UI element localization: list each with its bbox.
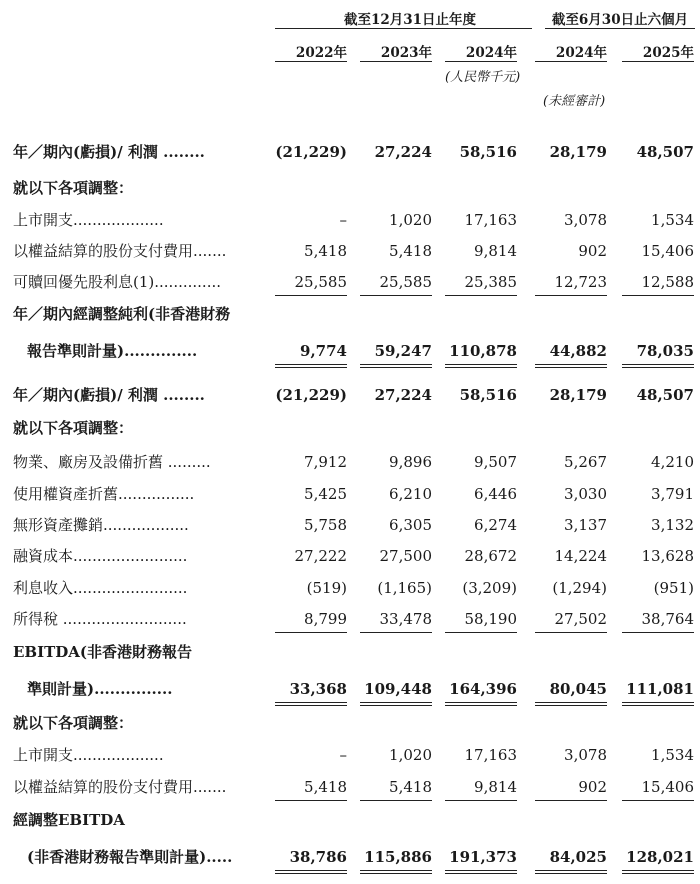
subtotal-rule: [622, 800, 694, 801]
table-row: [0, 640, 700, 664]
row-value: 110,878: [449, 342, 517, 360]
row-value: 27,224: [374, 386, 432, 404]
row-value: 128,021: [626, 848, 694, 866]
table-row: [0, 544, 700, 568]
row-value: 33,368: [289, 680, 347, 698]
year-col-4: 2024年: [555, 45, 607, 61]
row-value: 38,786: [289, 848, 347, 866]
row-value: 109,448: [364, 680, 432, 698]
row-value: 9,896: [389, 453, 432, 471]
subtotal-rule: [535, 632, 607, 633]
row-value: 59,247: [374, 342, 432, 360]
row-value: (1,294): [552, 579, 607, 597]
table-row: [0, 302, 700, 326]
row-value: (3,209): [462, 579, 517, 597]
subtotal-rule: [275, 800, 347, 801]
year-col-2: 2023年: [380, 45, 432, 61]
subtotal-rule: [622, 632, 694, 633]
row-value: –: [339, 211, 347, 229]
row-value: 25,385: [464, 273, 517, 291]
row-label: 年／期內(虧損)/ 利潤 ........: [13, 386, 205, 404]
row-value: 80,045: [549, 680, 607, 698]
row-label: 以權益結算的股份支付費用.......: [13, 778, 227, 796]
subtotal-rule: [445, 295, 517, 296]
total-double-rule: [275, 364, 347, 368]
row-value: 9,814: [474, 778, 517, 796]
row-label: 上市開支...................: [13, 746, 164, 764]
row-value: 84,025: [549, 848, 607, 866]
table-row: [0, 482, 700, 506]
table-row: [0, 775, 700, 799]
total-double-rule: [622, 870, 694, 874]
row-value: 5,425: [304, 485, 347, 503]
row-value: 1,020: [389, 746, 432, 764]
total-double-rule: [360, 702, 432, 706]
row-value: 12,588: [641, 273, 694, 291]
table-row: [0, 339, 700, 363]
subtotal-rule: [360, 632, 432, 633]
row-value: 5,418: [304, 242, 347, 260]
row-value: 902: [578, 778, 607, 796]
subtotal-rule: [445, 632, 517, 633]
row-label: 無形資產攤銷..................: [13, 516, 189, 534]
row-value: –: [339, 746, 347, 764]
row-value: 5,418: [389, 242, 432, 260]
table-row: [0, 450, 700, 474]
row-value: 9,814: [474, 242, 517, 260]
row-value: 58,516: [459, 386, 517, 404]
subtotal-rule: [445, 800, 517, 801]
row-value: 9,507: [474, 453, 517, 471]
table-row: [0, 677, 700, 701]
subtotal-rule: [360, 800, 432, 801]
total-double-rule: [535, 364, 607, 368]
row-value: 3,030: [564, 485, 607, 503]
row-label: 所得稅 ..........................: [13, 610, 187, 628]
row-value: 5,418: [389, 778, 432, 796]
total-double-rule: [535, 870, 607, 874]
row-value: 25,585: [294, 273, 347, 291]
row-value: 111,081: [626, 680, 694, 698]
row-label: 使用權資產折舊................: [13, 485, 195, 503]
row-value: 5,267: [564, 453, 607, 471]
row-value: 5,758: [304, 516, 347, 534]
row-value: (951): [653, 579, 694, 597]
row-value: 164,396: [449, 680, 517, 698]
row-value: 115,886: [364, 848, 432, 866]
row-value: (1,165): [377, 579, 432, 597]
row-label: (非香港財務報告準則計量).....: [27, 848, 233, 866]
total-double-rule: [445, 702, 517, 706]
row-label: 上市開支...................: [13, 211, 164, 229]
row-value: (21,229): [275, 386, 347, 404]
row-value: 58,190: [464, 610, 517, 628]
total-double-rule: [360, 870, 432, 874]
row-label: 物業、廠房及設備折舊 .........: [13, 453, 211, 471]
row-value: 3,078: [564, 746, 607, 764]
row-label: 利息收入........................: [13, 579, 188, 597]
row-value: 5,418: [304, 778, 347, 796]
year-col-1: 2022年: [295, 45, 347, 61]
row-label: 融資成本........................: [13, 547, 188, 565]
row-value: 44,882: [549, 342, 607, 360]
table-row: [0, 208, 700, 232]
subtotal-rule: [535, 295, 607, 296]
total-double-rule: [445, 870, 517, 874]
table-row: [0, 845, 700, 869]
header-half-group: 截至6月30日止六個月: [551, 12, 689, 28]
header-half-rule: [545, 28, 695, 29]
row-value: 27,224: [374, 143, 432, 161]
table-row: [0, 239, 700, 263]
row-value: 15,406: [641, 778, 694, 796]
total-double-rule: [622, 702, 694, 706]
total-double-rule: [535, 702, 607, 706]
table-row: [0, 513, 700, 537]
row-value: 7,912: [304, 453, 347, 471]
total-double-rule: [275, 702, 347, 706]
table-row: [0, 416, 700, 440]
row-value: 4,210: [651, 453, 694, 471]
row-value: 48,507: [636, 143, 694, 161]
row-value: 25,585: [379, 273, 432, 291]
year-rule-5: [622, 61, 694, 62]
row-value: 27,500: [379, 547, 432, 565]
header-year-rule: [275, 28, 532, 29]
row-label: 就以下各項調整：: [13, 179, 134, 197]
row-value: 12,723: [554, 273, 607, 291]
subtotal-rule: [360, 295, 432, 296]
row-value: 14,224: [554, 547, 607, 565]
table-row: [0, 711, 700, 735]
row-value: 13,628: [641, 547, 694, 565]
row-value: 17,163: [464, 211, 517, 229]
row-label: 就以下各項調整：: [13, 714, 134, 732]
table-row: [0, 176, 700, 200]
row-value: 1,534: [651, 746, 694, 764]
year-rule-1: [275, 61, 347, 62]
row-label: 就以下各項調整：: [13, 419, 134, 437]
unit-note: (人民幣千元): [445, 70, 521, 85]
row-value: 191,373: [449, 848, 517, 866]
row-value: 902: [578, 242, 607, 260]
row-value: 1,534: [651, 211, 694, 229]
subtotal-rule: [275, 295, 347, 296]
header-year-group: 截至12月31日止年度: [343, 12, 477, 28]
row-value: (519): [306, 579, 347, 597]
row-label: 準則計量)...............: [27, 680, 173, 698]
row-label: EBITDA(非香港財務報告: [13, 643, 193, 661]
row-value: 15,406: [641, 242, 694, 260]
table-row: [0, 383, 700, 407]
row-value: 33,478: [379, 610, 432, 628]
table-row: [0, 140, 700, 164]
row-value: 3,791: [651, 485, 694, 503]
row-label: 報告準則計量)..............: [27, 342, 198, 360]
year-rule-3: [445, 61, 517, 62]
subtotal-rule: [275, 632, 347, 633]
row-value: 28,672: [464, 547, 517, 565]
total-double-rule: [275, 870, 347, 874]
table-row: [0, 270, 700, 294]
total-double-rule: [622, 364, 694, 368]
year-rule-2: [360, 61, 432, 62]
row-value: 6,210: [389, 485, 432, 503]
audit-note: (未經審計): [543, 94, 606, 109]
row-value: 27,222: [294, 547, 347, 565]
row-value: 28,179: [549, 386, 607, 404]
row-value: 58,516: [459, 143, 517, 161]
row-value: 3,137: [564, 516, 607, 534]
row-value: 17,163: [464, 746, 517, 764]
row-value: 6,305: [389, 516, 432, 534]
total-double-rule: [360, 364, 432, 368]
row-value: 27,502: [554, 610, 607, 628]
row-value: 9,774: [300, 342, 347, 360]
row-value: 38,764: [641, 610, 694, 628]
row-value: (21,229): [275, 143, 347, 161]
subtotal-rule: [622, 295, 694, 296]
row-value: 6,446: [474, 485, 517, 503]
row-label: 年／期內(虧損)/ 利潤 ........: [13, 143, 205, 161]
year-col-5: 2025年: [642, 45, 694, 61]
row-value: 3,132: [651, 516, 694, 534]
row-value: 1,020: [389, 211, 432, 229]
year-rule-4: [535, 61, 607, 62]
row-label: 以權益結算的股份支付費用.......: [13, 242, 227, 260]
row-value: 6,274: [474, 516, 517, 534]
row-value: 78,035: [636, 342, 694, 360]
subtotal-rule: [535, 800, 607, 801]
row-value: 3,078: [564, 211, 607, 229]
row-value: 28,179: [549, 143, 607, 161]
table-row: [0, 576, 700, 600]
row-label: 可贖回優先股利息(1)..............: [13, 273, 222, 291]
table-row: [0, 607, 700, 631]
table-row: [0, 743, 700, 767]
row-value: 48,507: [636, 386, 694, 404]
row-label: 年／期內經調整純利(非香港財務: [13, 305, 231, 323]
table-row: [0, 808, 700, 832]
row-value: 8,799: [304, 610, 347, 628]
year-col-3: 2024年: [465, 45, 517, 61]
total-double-rule: [445, 364, 517, 368]
row-label: 經調整EBITDA: [13, 811, 125, 829]
